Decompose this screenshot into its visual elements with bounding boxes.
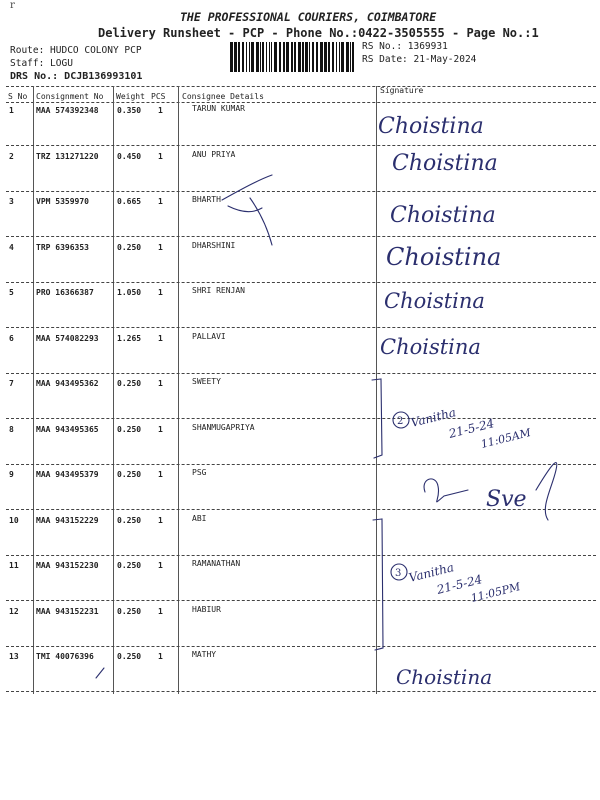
row-consignment-no: MAA 943152230 <box>36 561 99 570</box>
row-consignment-no: MAA 943495379 <box>36 470 99 479</box>
row-consignment-no: PRO 16366387 <box>36 288 94 297</box>
note-b-date: 21-5-24 <box>435 572 484 597</box>
row-sno: 6 <box>9 333 14 343</box>
row-pcs: 1 <box>158 151 163 161</box>
row-sno: 4 <box>9 242 14 252</box>
header-pcs: PCS <box>151 92 166 101</box>
signature-row-5: Choistina <box>384 289 485 313</box>
signature-row-2: Choistina <box>392 151 498 176</box>
row-consignee: SHRI RENJAN <box>192 286 245 295</box>
row-consignee: BHARTH <box>192 195 221 204</box>
row-sno: 3 <box>9 197 14 206</box>
handwritten-mark: r <box>10 0 15 11</box>
signature-row-6: Choistina <box>380 335 481 359</box>
row-consignment-no: TMI 40076396 <box>36 652 94 661</box>
row-weight: 0.250 <box>117 515 142 525</box>
row-weight: 0.250 <box>117 242 142 252</box>
row-consignee: HABIUR <box>192 604 221 614</box>
signature-row-13: Choistina <box>396 665 493 689</box>
row-consignee: SHANMUGAPRIYA <box>192 422 255 432</box>
row-consignment-no: MAA 943495365 <box>36 424 99 434</box>
stray-scribble <box>222 175 272 245</box>
row-consignee: MATHY <box>192 650 217 659</box>
row-weight: 0.250 <box>117 652 142 661</box>
route-label: Route: HUDCO COLONY PCP <box>10 45 142 56</box>
rs-number: RS No.: 1369931 <box>362 41 448 52</box>
header-consignee: Consignee Details <box>182 92 264 101</box>
bracket-mark <box>373 519 383 650</box>
row-sno: 2 <box>9 151 14 161</box>
row-sno: 7 <box>9 379 14 388</box>
row-sno: 12 <box>9 606 19 616</box>
row-consignee: DHARSHINI <box>192 240 236 250</box>
bracket-mark <box>372 379 382 458</box>
row-consignment-no: TRP 6396353 <box>36 242 89 252</box>
row-pcs: 1 <box>158 333 163 343</box>
row-sno: 8 <box>9 424 14 434</box>
stray-tick <box>96 668 104 678</box>
row-sno: 13 <box>9 652 19 661</box>
staff-label: Staff: LOGU <box>10 58 73 69</box>
note-b-name: Vanitha <box>407 560 456 585</box>
note-b-time: 11:05PM <box>469 580 522 605</box>
drs-number: DRS No.: DCJB136993101 <box>10 71 143 82</box>
header-weight: Weight <box>116 92 145 101</box>
note-a-date: 21-5-24 <box>447 416 496 441</box>
row-consignee: SWEETY <box>192 377 221 386</box>
row-sno: 5 <box>9 288 14 297</box>
row-weight: 0.450 <box>117 151 142 161</box>
row-weight: 0.665 <box>117 197 142 206</box>
signature-row-4: Choistina <box>386 243 502 271</box>
row-weight: 0.350 <box>117 106 142 115</box>
header-sno: S No <box>8 92 28 101</box>
note-a-circle-num: 2 <box>397 416 404 427</box>
psg-signature: Sve <box>486 487 527 512</box>
header-signature: Signature <box>380 86 424 95</box>
row-consignment-no: MAA 943152231 <box>36 606 99 616</box>
row-consignment-no: MAA 943495362 <box>36 379 99 388</box>
rs-date: RS Date: 21-May-2024 <box>362 54 477 65</box>
row-consignment-no: VPM 5359970 <box>36 197 89 206</box>
row-consignee: PALLAVI <box>192 331 226 341</box>
note-a-time: 11:05AM <box>479 425 533 451</box>
signature-row-1: Choistina <box>378 114 484 139</box>
row-consignment-no: TRZ 131271220 <box>36 151 99 161</box>
row-pcs: 1 <box>158 379 163 388</box>
row-sno: 10 <box>9 515 19 525</box>
row-consignment-no: MAA 574392348 <box>36 106 99 115</box>
row-consignee: TARUN KUMAR <box>192 104 245 113</box>
row-pcs: 1 <box>158 288 163 297</box>
note-b-circle-num: 3 <box>395 568 402 579</box>
row-weight: 0.250 <box>117 606 142 616</box>
runsheet-subtitle: Delivery Runsheet - PCP - Phone No.:0422-3505555 - Page No.:1 <box>98 26 539 40</box>
row-pcs: 1 <box>158 652 163 661</box>
row-pcs: 1 <box>158 561 163 570</box>
row-weight: 0.250 <box>117 561 142 570</box>
row-weight: 0.250 <box>117 470 142 479</box>
row-sno: 9 <box>9 470 14 479</box>
row-consignment-no: MAA 574082293 <box>36 333 99 343</box>
row-pcs: 1 <box>158 606 163 616</box>
row-pcs: 1 <box>158 106 163 115</box>
company-title: THE PROFESSIONAL COURIERS, COIMBATORE <box>180 10 437 24</box>
row-sno: 1 <box>9 106 14 115</box>
row-weight: 1.050 <box>117 288 142 297</box>
row-pcs: 1 <box>158 242 163 252</box>
row-pcs: 1 <box>158 197 163 206</box>
row-weight: 0.250 <box>117 379 142 388</box>
row-pcs: 1 <box>158 424 163 434</box>
row-consignment-no: MAA 943152229 <box>36 515 99 525</box>
row-pcs: 1 <box>158 515 163 525</box>
row-sno: 11 <box>9 561 19 570</box>
row-consignee: RAMANATHAN <box>192 559 241 568</box>
row-pcs: 1 <box>158 470 163 479</box>
signature-row-3: Choistina <box>390 203 496 228</box>
note-a-name: Vanitha <box>409 405 458 430</box>
row-consignee: PSG <box>192 468 207 477</box>
row-consignee: ABI <box>192 513 207 523</box>
header-consignment: Consignment No <box>36 92 104 101</box>
row-weight: 0.250 <box>117 424 142 434</box>
row-consignee: ANU PRIYA <box>192 149 236 159</box>
row-weight: 1.265 <box>117 333 142 343</box>
